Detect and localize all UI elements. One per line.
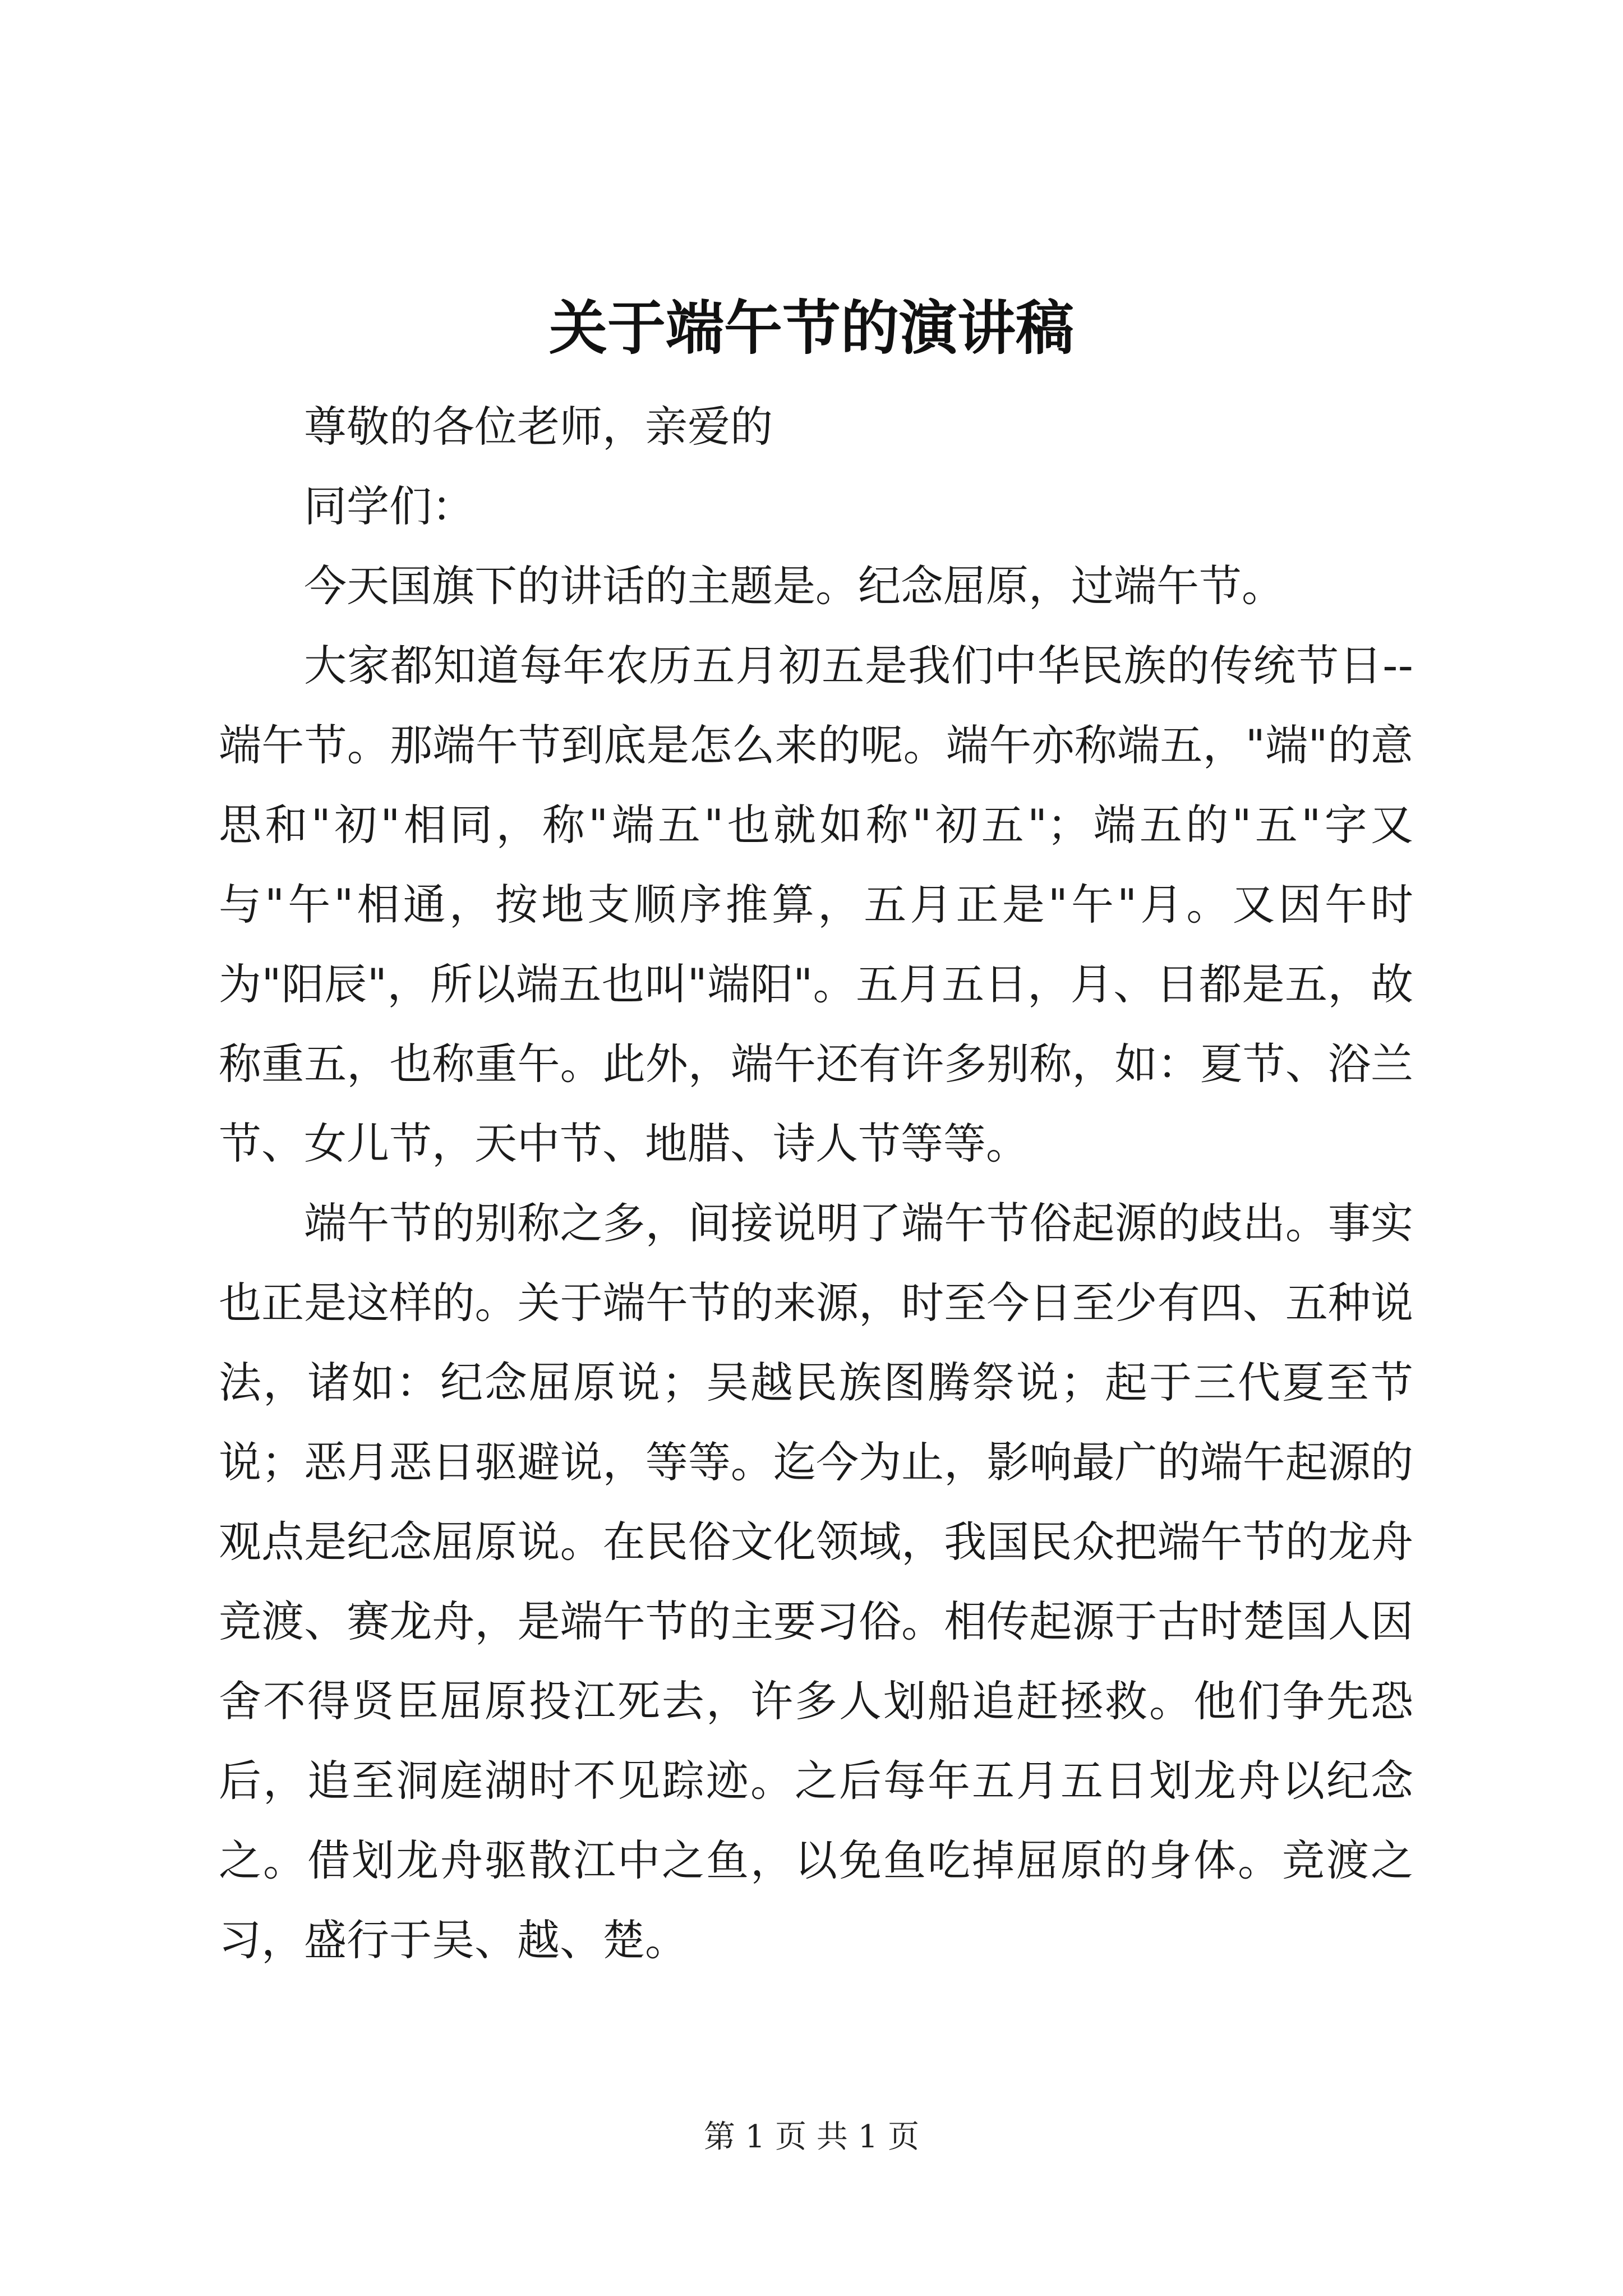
paragraph-origin-legend: 端午节的别称之多，间接说明了端午节俗起源的歧出。事实也正是这样的。关于端午节的来源，时至今日至少有四、五种说法，诸如：纪念屈原说；吴越民族图腾祭说；起于三代夏至节说；恶月恶日驱避说，等等。迄今为止，影响最广的端午起源的观点是纪念屈原说。在民俗文化领域，我国民众把端午节的龙舟竞渡、赛龙舟，是端午节的主要习俗。相传起源于古时楚国人因舍不得贤臣屈原投江死去，许多人划船追赶拯救。他们争先恐后，追至洞庭湖时不见踪迹。之后每年五月五日划龙舟以纪念之。借划龙舟驱散江中之鱼，以免鱼吃掉屈原的身体。竞渡之习，盛行于吴、越、楚。: [219, 1198, 1413, 1965]
paragraph-salutation: 尊敬的各位老师，亲爱的: [304, 402, 773, 452]
document-title: 关于端午节的演讲稿: [548, 293, 1074, 362]
paragraph-theme: 今天国旗下的讲话的主题是。纪念屈原，过端午节。: [304, 561, 1284, 611]
document-body: [219, 387, 1413, 1980]
page-footer: 第 1 页 共 1 页: [703, 2119, 920, 2155]
paragraph-salutation-cont: 同学们：: [304, 481, 474, 531]
paragraph-origin-names: 大家都知道每年农历五月初五是我们中华民族的传统节日--端午节。那端午节到底是怎么来的呢。端午亦称端五，"端"的意思和"初"相同，称"端五"也就如称"初五"；端五的"五"字又与"午"相通，按地支顺序推算，五月正是"午"月。又因午时为"阳辰"，所以端五也叫"端阳"。五月五日，月、日都是五，故称重五，也称重午。此外，端午还有许多别称，如：夏节、浴兰节、女儿节，天中节、地腊、诗人节等等。: [219, 641, 1413, 1168]
